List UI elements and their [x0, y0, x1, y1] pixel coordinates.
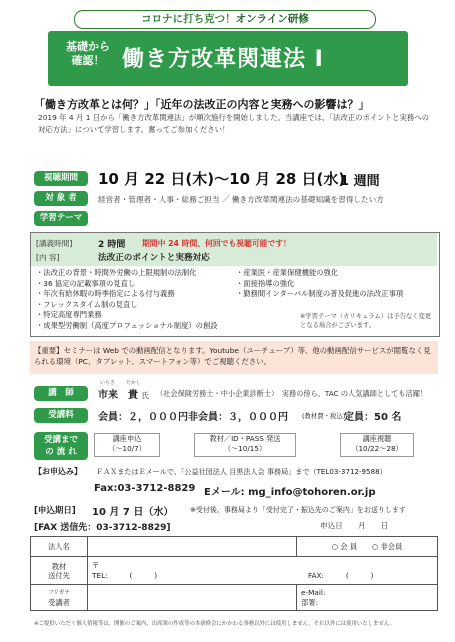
capacity: 定員：50 名	[344, 412, 402, 423]
apply-date: 申込日 月 日	[320, 521, 389, 530]
attendee-name-field[interactable]	[88, 585, 297, 611]
lecturer-detail: （社会保険労務士・中小企業診断士） 実務の傍ら、TAC の人気講師としても活躍！	[156, 389, 428, 398]
period-label: 視聴期間	[34, 171, 88, 186]
flow-step-apply: 講座申込 （～10/7）	[94, 433, 160, 457]
application-form	[30, 536, 438, 611]
apply-text: ＦＡＸまたはＥメールで、「公益社団法人 目黒法人会 事務局」まで（TEL03-3712-9588）	[96, 467, 387, 476]
online-training-banner	[74, 10, 376, 29]
title-sub-line1: 基礎から	[66, 40, 110, 53]
curriculum-note: ※学習テーマ（カリキュラム）は予告なく変更となる場合がございます。	[300, 313, 432, 329]
flow-label	[34, 432, 88, 460]
topics-right	[236, 268, 403, 300]
corp-name-field[interactable]	[88, 537, 297, 557]
lecturer-label: 講 師	[34, 386, 88, 401]
fax-number: Fax:03-3712-8829	[94, 483, 196, 494]
lecturer-suffix: 氏	[141, 391, 149, 400]
deadline-note: ※受付後、事務局より「受付完了・振込先のご案内」をお送りします	[190, 506, 406, 514]
contact-field[interactable]	[297, 585, 438, 611]
list-item: ・産業医・産業保健機能の強化	[236, 268, 339, 277]
lecture-content-label: [内 容]	[36, 253, 60, 262]
lecture-time-note: 期間中 24 時間、何回でも視聴可能です！	[142, 239, 291, 248]
list-item: ・勤務間インターバル制度の普及促進の法改正事項	[236, 289, 404, 298]
list-item: ・年次有給休暇の時季指定による付与義務	[36, 289, 175, 298]
nonmember-option[interactable]: ○ 非会員	[371, 541, 403, 551]
list-item: ・フレックスタイム制の見直し	[36, 299, 138, 309]
member-type[interactable]	[297, 537, 438, 557]
lecturer-surname: 市来	[98, 390, 118, 401]
notice-text: 【重要】セミナーは Web での動画配信となります。Youtube（ユーチューブ）等、他の動画配信サービスが閲覧なく見られる環境（PC、タブレット、スマートフォン等）でご視聴ください。	[34, 346, 431, 366]
lecturer-given: 貴	[128, 390, 138, 401]
address-field[interactable]	[88, 557, 438, 585]
flow-step-view: 講座視聴 （10/22～28）	[340, 433, 414, 457]
list-item: ・法改正の背景・時間外労働の上限規制の法制化	[36, 268, 197, 277]
fee-members: 会員：２，０００円	[98, 412, 188, 423]
topics-left	[36, 268, 218, 331]
lecture-time-label: [講義時間]	[36, 239, 73, 248]
attendee-cell	[31, 585, 88, 611]
fee-label: 受講料	[34, 408, 88, 423]
banner-strong: オンライン研修	[235, 13, 309, 25]
fax-field[interactable]: FAX: ( )	[308, 570, 374, 580]
lecture-time: 2 時間	[98, 240, 126, 250]
furigana-label: フリガナ	[48, 589, 70, 596]
flow-step-ship: 教材／ID・PASS 発送 （～10/15）	[194, 433, 296, 457]
email-label: e-Mail:	[301, 587, 326, 597]
viewing-period: 10 月 22 日(木)～10 月 28 日(水)	[98, 170, 346, 188]
target-value: 経営者・管理者・人事・総務ご担当 ／ 働き方改革関連法の基礎知識を習得したい方	[98, 195, 384, 204]
fax-form-title: [FAX 送信先：03-3712-8829]	[34, 523, 171, 533]
deadline-value: 10 月 7 日（水）	[92, 507, 174, 518]
target-label: 対 象 者	[34, 191, 88, 206]
material-label: 教材 送付先	[31, 557, 88, 585]
lecturer-name	[98, 386, 149, 401]
list-item: ・面接指導の強化	[236, 278, 295, 288]
list-item: ・36 協定の記載事項の見直し	[36, 278, 136, 288]
list-item: ・特定高度専門業務	[36, 310, 102, 319]
lecturer-ruby-1: いちき	[100, 380, 116, 386]
lecturer-ruby-2: たかし	[126, 380, 142, 386]
title-sub	[60, 40, 116, 68]
email-address: Eメール: mg_info@tohoren.or.jp	[204, 487, 376, 498]
title-sub-line2: 確認！	[71, 54, 105, 67]
attendee-label: 受講者	[48, 597, 70, 607]
fee-tax-note: (教材費・税込)	[302, 412, 346, 420]
headline: 「働き方改革とは何？」「近年の法改正の内容と実務への影響は？」	[34, 98, 370, 111]
theme-label: 学習テーマ	[34, 211, 88, 226]
corp-label: 法人名	[31, 537, 88, 557]
list-item: ・成果型労働制（高度プロフェッショナル制度）の創設	[36, 320, 218, 330]
fee-nonmembers: 非会員：３，０００円	[188, 412, 288, 423]
period-weeks: 1 週間	[340, 174, 380, 189]
flow-label-line1: 受講まで	[43, 435, 78, 445]
deadline-label: [申込期日]	[34, 506, 76, 516]
member-option[interactable]: ○ 会 員	[331, 541, 358, 551]
banner-lead: コロナに打ち克つ！	[141, 13, 236, 25]
page-title: 働き方改革関連法 Ⅰ	[122, 47, 324, 72]
dept-label: 部署:	[301, 597, 319, 607]
lecture-content: 法改正のポイントと実務対応	[98, 253, 210, 263]
apply-label: 【お申込み】	[34, 467, 82, 476]
flow-label-line2: の 流 れ	[45, 447, 77, 457]
postal-mark: 〒	[92, 560, 100, 570]
privacy-footnote: ※ご提供いただく個人情報等は、開催のご案内、出席簿の作成等の本研修会にかかわる事務以外には使用しません。それ以外には使用いたしません。	[34, 621, 395, 627]
tel-field[interactable]: TEL: ( )	[92, 570, 158, 580]
intro-text: 2019 年 4 月 1 日から「働き方改革関連法」が順次施行を開始しました。当講座では、「法改正のポイントと実務への対応方法」について学習します。奮ってご参加ください！	[38, 113, 430, 134]
